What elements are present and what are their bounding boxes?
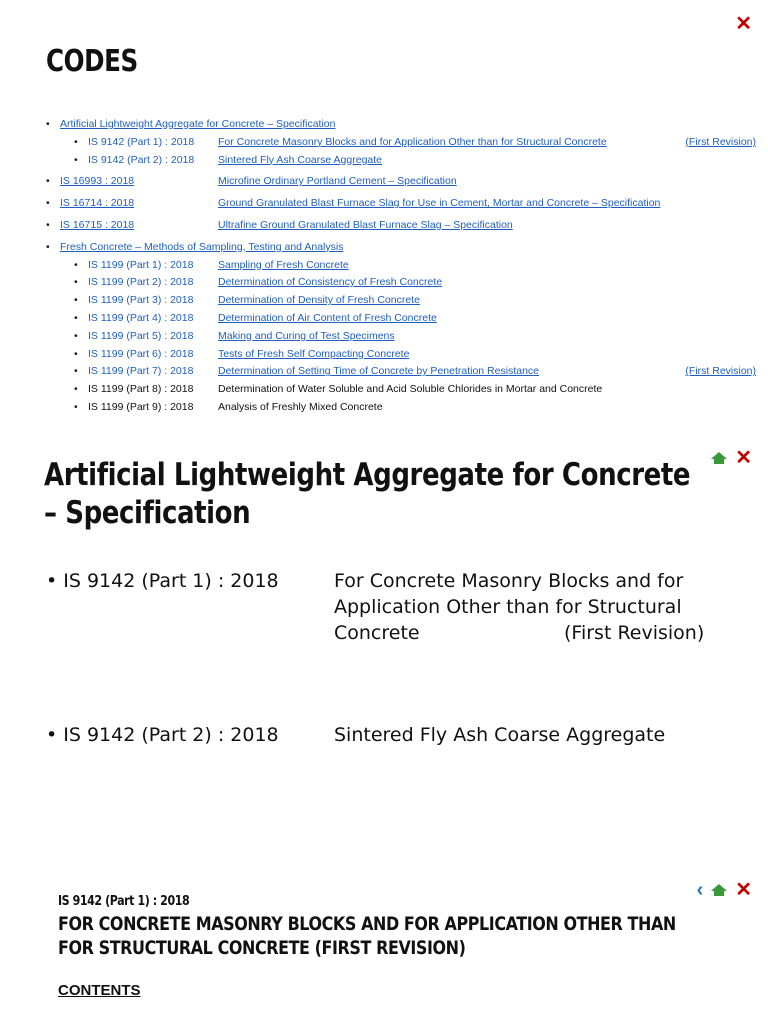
desc-link[interactable]: Microfine Ordinary Portland Cement – Specification [218,175,457,188]
code-link[interactable]: IS 9142 (Part 1) : 2018 [88,135,195,148]
list-item[interactable] [46,173,760,191]
list-item[interactable] [46,217,760,235]
revision-label: (First Revision) [564,622,705,644]
codes-list [46,116,760,417]
desc-link[interactable]: Determination of Density of Fresh Concrete [218,294,420,307]
code-text: IS 1199 (Part 9) : 2018 [88,400,194,413]
code-text: IS 1199 (Part 8) : 2018 [88,383,194,396]
code-link[interactable]: IS 16714 : 2018 [60,197,135,210]
slide-controls [697,880,752,900]
slide-controls [735,14,752,34]
code-link[interactable]: IS 1199 (Part 1) : 2018 [88,258,194,271]
standard-desc: For Concrete Masonry Blocks and for Application Other than for Structural Concrete [334,570,684,644]
list-item[interactable] [46,257,760,275]
revision-link[interactable]: (First Revision) [685,135,756,148]
desc-link[interactable]: Ultrafine Ground Granulated Blast Furnace Slag – Specification [218,218,513,231]
code-link[interactable]: IS 1199 (Part 5) : 2018 [88,329,194,342]
slide-title: Artificial Lightweight Aggregate for Concrete – Specification [44,457,691,531]
desc-link[interactable]: Determination of Consistency of Fresh Concrete [218,276,443,289]
desc-link[interactable]: Ground Granulated Blast Furnace Slag for Use in Cement, Mortar and Concrete – Specification [218,197,661,210]
desc-text: Analysis of Freshly Mixed Concrete [218,400,383,413]
section-link[interactable]: Fresh Concrete – Methods of Sampling, Testing and Analysis [60,240,344,253]
slide-controls [711,448,752,468]
list-item [46,381,760,399]
code-link[interactable]: IS 1199 (Part 6) : 2018 [88,347,194,360]
desc-link[interactable]: Tests of Fresh Self Compacting Concrete [218,347,410,360]
home-icon[interactable] [711,452,727,459]
close-icon[interactable]: ✕ [735,879,752,901]
code-link[interactable]: IS 1199 (Part 3) : 2018 [88,294,194,307]
desc-link[interactable]: Sintered Fly Ash Coarse Aggregate [218,153,383,166]
desc-link[interactable]: Sampling of Fresh Concrete [218,258,349,271]
standard-code: • IS 9142 (Part 1) : 2018 [46,570,279,592]
contents-heading: CONTENTS [58,982,141,999]
desc-link[interactable]: For Concrete Masonry Blocks and for Application Other than for Structural Concrete [218,135,607,148]
slide-codes [0,0,768,420]
code-link[interactable]: IS 1199 (Part 7) : 2018 [88,365,194,378]
list-item[interactable] [46,116,760,134]
list-item[interactable] [46,310,760,328]
slide-lightweight-aggregate [0,420,768,860]
standard-code: IS 9142 (Part 1) : 2018 [58,894,190,909]
slide-is9142-part1 [0,860,768,1024]
revision-link[interactable]: (First Revision) [685,365,756,378]
code-link[interactable]: IS 1199 (Part 4) : 2018 [88,311,194,324]
list-item [46,399,760,417]
code-link[interactable]: IS 16715 : 2018 [60,218,135,231]
close-icon[interactable]: ✕ [735,13,752,35]
list-item[interactable] [46,346,760,364]
list-item[interactable] [46,274,760,292]
list-item[interactable] [46,363,760,381]
code-link[interactable]: IS 1199 (Part 2) : 2018 [88,276,194,289]
standard-desc: Sintered Fly Ash Coarse Aggregate [334,724,666,746]
list-item[interactable] [46,195,760,213]
list-item[interactable] [46,292,760,310]
desc-text: Determination of Water Soluble and Acid Soluble Chlorides in Mortar and Concrete [218,383,603,396]
code-link[interactable]: IS 16993 : 2018 [60,175,135,188]
standard-code: • IS 9142 (Part 2) : 2018 [46,724,279,746]
back-icon[interactable]: ‹ [696,879,704,901]
page-title: CODES [46,44,138,79]
list-item[interactable] [46,152,760,170]
list-item[interactable] [46,134,760,152]
code-link[interactable]: IS 9142 (Part 2) : 2018 [88,153,195,166]
desc-link[interactable]: Making and Curing of Test Specimens [218,329,395,342]
desc-link[interactable]: Determination of Setting Time of Concrete by Penetration Resistance [218,365,539,378]
list-item[interactable] [46,239,760,257]
desc-link[interactable]: Determination of Air Content of Fresh Concrete [218,311,437,324]
slide-title: FOR CONCRETE MASONRY BLOCKS AND FOR APPLICATION OTHER THAN FOR STRUCTURAL CONCRETE (FIRST REVISION) [58,913,676,959]
home-icon[interactable] [711,884,727,891]
list-item[interactable] [46,328,760,346]
section-link[interactable]: Artificial Lightweight Aggregate for Concrete – Specification [60,118,336,130]
close-icon[interactable]: ✕ [735,447,752,469]
